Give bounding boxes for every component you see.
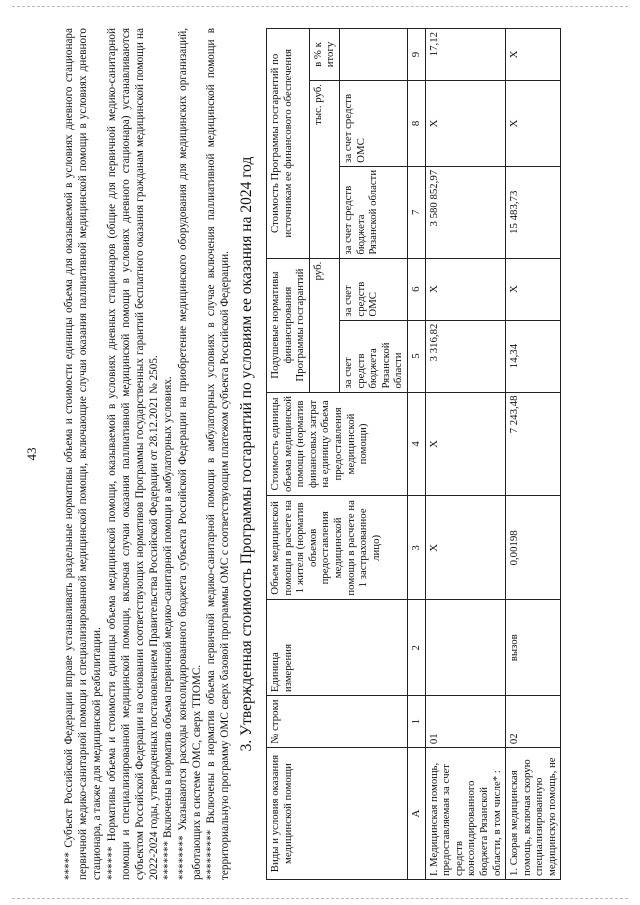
row-norm-budget: 3 316,82 (425, 320, 506, 392)
bottom-scan-edge (12, 898, 628, 899)
col-number: 4 (407, 392, 425, 496)
column-number-row (407, 29, 425, 880)
footnotes (62, 28, 232, 880)
header-percent-blank (339, 29, 407, 81)
header-norm-oms: за счет средств ОМС (339, 258, 407, 320)
header-volume: Объем медицинской помощи в расчете на 1 жителя (норматив объемов предоставления медицинской помощи в расчете на 1 застрахованное лицо) (267, 496, 408, 600)
col-number: 5 (407, 320, 425, 392)
footnote-6: ****** Нормативы объема и стоимости единицы объема медицинской помощи, оказываемой в условиях дневных стационаров (общие для первичной медико-санитарной помощи и специализированной медицинской помощи, включая случаи оказания паллиативной медицинской помощи в условиях дневного стационара) устанавливаются субъектом Российской Федерации на основании соответствующих нормативов Программы государственных гарантий бесплатного оказания гражданам медицинской помощи на 2022-2024 годы, утвержденных постановлением Правительства Российской Федерации от 28.12.2021 № 2505. (105, 28, 161, 880)
header-total-oms: за счет средств ОМС (339, 81, 407, 167)
header-per-capita (267, 258, 310, 392)
header-per-capita-label: Подушевые нормативы финансирования Программы госгарантий (269, 268, 307, 382)
row-total-oms: Х (506, 81, 561, 167)
header-program-cost (267, 29, 310, 259)
row-name: I. Медицинская помощь, предоставляемая за счет средств консолидированного бюджета Рязанской области, в том числе* : (425, 748, 506, 880)
rotated-page (16, 14, 636, 894)
row-total-oms: Х (425, 81, 506, 167)
table-row (506, 29, 561, 880)
cost-table (266, 28, 561, 880)
header-program-cost-label: Стоимость Программы госгарантий по источникам ее финансового обеспечения (269, 49, 294, 238)
row-name: 1. Скорая медицинская помощь, включая скорую специализированную медицинскую помощь, не (506, 748, 561, 880)
col-number: 3 (407, 496, 425, 600)
col-number: 2 (407, 600, 425, 696)
section-title: 3. Утвержденная стоимость Программы госгарантий по условиям ее оказания на 2024 год (238, 156, 255, 752)
col-number: 7 (407, 166, 425, 258)
col-number: 6 (407, 258, 425, 320)
row-norm-budget: 14,34 (506, 320, 561, 392)
row-unit (425, 600, 506, 696)
row-norm-oms: Х (425, 258, 506, 320)
page-number: 43 (24, 447, 39, 461)
col-number: А (407, 748, 425, 880)
header-norm-budget: за счет средств бюджета Рязанской области (339, 320, 407, 392)
col-number: 9 (407, 29, 425, 81)
row-number: 02 (506, 696, 561, 748)
header-row-number: № строки (267, 696, 408, 748)
row-percent: Х (506, 29, 561, 81)
row-unit: вызов (506, 600, 561, 696)
header-per-capita-unit: руб. (309, 258, 339, 392)
row-unit-cost: Х (425, 392, 506, 496)
row-volume: 0,00198 (506, 496, 561, 600)
row-total-budget: 3 580 852,97 (425, 166, 506, 258)
row-unit-cost: 7 243,48 (506, 392, 561, 496)
header-unit: Единица измерения (267, 600, 408, 696)
header-percent: в % к итогу (309, 29, 339, 81)
header-type: Виды и условия оказания медицинской помощи (267, 748, 408, 880)
footnote-9: ********* Включены в норматив объема первичной медико-санитарной помощи в амбулаторных условиях в случае включения паллиативной медицинской помощи в территориальную программу ОМС сверх базовой программы ОМС с соответствующим платежом субъекта Российской Федерации. (205, 28, 232, 880)
row-norm-oms: Х (506, 258, 561, 320)
col-number: 1 (407, 696, 425, 748)
header-total-budget: за счет средств бюджета Рязанской области (339, 166, 407, 258)
footnote-7: ******* Включены в норматив объема первичной медико-санитарной помощи в амбулаторных условиях. (162, 376, 175, 880)
header-unit-cost: Стоимость единицы объема медицинской помощи (норматив финансовых затрат на единицу объема предоставления медицинской помощи) (267, 392, 408, 496)
footnote-5: ***** Субъект Российской Федерации вправе устанавливать раздельные нормативы объема и стоимости единицы объема для оказываемой в условиях дневного стационара первичной медико-санитарной помощи и специализированной медицинской помощи, включающие случаи оказания паллиативной медицинской помощи в условиях дневного стационара, а также для медицинской реабилитации. (63, 28, 104, 880)
row-number: 01 (425, 696, 506, 748)
table-row (425, 29, 506, 880)
top-scan-edge (12, 6, 628, 7)
row-volume: Х (425, 496, 506, 600)
row-total-budget: 15 483,73 (506, 166, 561, 258)
row-percent: 17,12 (425, 29, 506, 81)
header-program-cost-unit: тыс. руб. (309, 81, 339, 259)
col-number: 8 (407, 81, 425, 167)
footnote-8: ******** Указываются расходы консолидированного бюджета субъекта Российской Федерации на приобретение медицинского оборудования для медицинских организаций, работающих в системе ОМС, сверх ТПОМС. (176, 28, 203, 880)
